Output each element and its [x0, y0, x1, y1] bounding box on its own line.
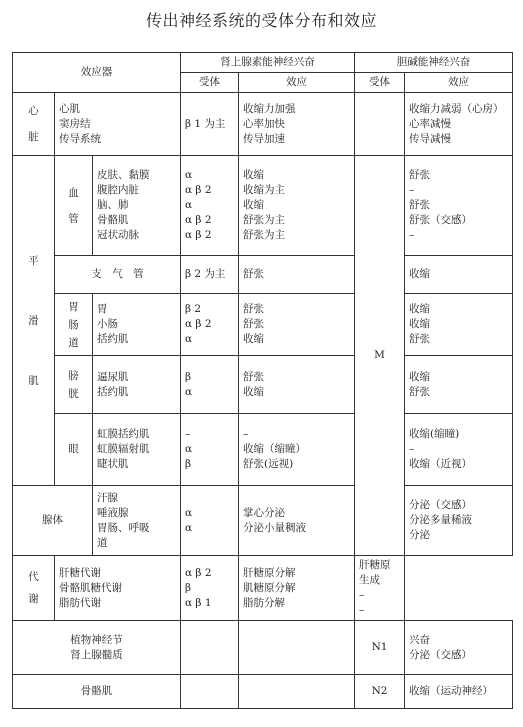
bronchi-label: 支 气 管: [55, 256, 181, 294]
vessels-organs: 皮肤、黏膜 腹腔内脏 脑、肺 骨骼肌 冠状动脉: [93, 156, 181, 256]
cholinergic-header: 胆碱能神经兴奋: [355, 53, 513, 73]
ch-effect-header: 效应: [405, 73, 513, 93]
ganglia-ad-effect: [239, 621, 355, 675]
gi-ad-receptors: β 2 α β 2 α: [181, 294, 239, 356]
glands-label: 腺体: [13, 486, 93, 556]
glands-ad-receptors: α α: [181, 486, 239, 556]
bladder-organs: 逼尿肌 括约肌: [93, 356, 181, 414]
glands-ad-effects: 掌心分泌 分泌小量稠液: [239, 486, 355, 556]
heart-ch-effects: 收缩力减弱（心房） 心率减慢 传导减慢: [405, 93, 513, 156]
n1-receptor: N1: [355, 621, 405, 675]
vessels-ch-effects: 舒张 – 舒张 舒张（交感） –: [405, 156, 513, 256]
page-title: 传出神经系统的受体分布和效应: [145, 11, 377, 30]
heart-ch-receptor: [355, 93, 405, 156]
vessels-ad-effects: 收缩 收缩为主 收缩 舒张为主 舒张为主: [239, 156, 355, 256]
ad-effect-header: 效应: [239, 73, 355, 93]
receptor-table: [12, 52, 513, 709]
glands-organs: 汗腺 唾液腺 胃肠、呼吸 道: [93, 486, 181, 556]
metabolism-organs: 肝糖代谢 骨骼肌糖代谢 脂肪代谢: [55, 556, 181, 621]
metabolism-ad-receptors: α β 2 β α β 1: [181, 556, 239, 621]
bladder-ad-effects: 舒张 收缩: [239, 356, 355, 414]
effector-header: 效应器: [13, 53, 181, 93]
gi-ad-effects: 舒张 舒张 收缩: [239, 294, 355, 356]
ganglia-ad-receptor: [181, 621, 239, 675]
bronchi-ch-effect: 收缩: [405, 256, 513, 294]
gi-ch-effects: 收缩 收缩 舒张: [405, 294, 513, 356]
gi-label: 胃 肠 道: [55, 294, 93, 356]
bladder-ad-receptors: β α: [181, 356, 239, 414]
metabolism-ch-effects: 肝糖原生成 – –: [355, 556, 405, 621]
eye-ch-effects: 收缩(缩瞳) – 收缩（近视）: [405, 414, 513, 486]
heart-ad-receptor: β 1 为主: [181, 93, 239, 156]
heart-organs: 心肌 窦房结 传导系统: [55, 93, 181, 156]
m-receptor: M: [355, 156, 405, 556]
glands-ch-effects: 分泌（交感） 分泌多量稀液 分泌: [405, 486, 513, 556]
ch-receptor-header: 受体: [355, 73, 405, 93]
eye-organs: 虹膜括约肌 虹膜辐射肌 睫状肌: [93, 414, 181, 486]
ganglia-organs: 植物神经节 肾上腺髓质: [13, 621, 181, 675]
eye-label: 眼: [55, 414, 93, 486]
eye-ad-effects: – 收缩（缩瞳） 舒张(远视): [239, 414, 355, 486]
bronchi-ad-effect: 舒张: [239, 256, 355, 294]
gi-organs: 胃 小肠 括约肌: [93, 294, 181, 356]
heart-ad-effects: 收缩力加强 心率加快 传导加速: [239, 93, 355, 156]
bronchi-ad-receptor: β 2 为主: [181, 256, 239, 294]
adrenergic-header: 肾上腺素能神经兴奋: [181, 53, 355, 73]
bladder-ch-effects: 收缩 舒张: [405, 356, 513, 414]
skeletal-ad-receptor: [181, 675, 239, 709]
skeletal-ch-effect: 收缩（运动神经）: [405, 675, 513, 709]
ad-receptor-header: 受体: [181, 73, 239, 93]
ganglia-ch-effects: 兴奋 分泌（交感）: [405, 621, 513, 675]
smooth-muscle-label: 平 滑 肌: [13, 156, 55, 486]
vessels-ad-receptors: α α β 2 α α β 2 α β 2: [181, 156, 239, 256]
vessels-label: 血 管: [55, 156, 93, 256]
metabolism-ad-effects: 肝糖原分解 肌糖原分解 脂肪分解: [239, 556, 355, 621]
heart-group-label: 心 脏: [13, 93, 55, 156]
n2-receptor: N2: [355, 675, 405, 709]
bladder-label: 膀 胱: [55, 356, 93, 414]
skeletal-ad-effect: [239, 675, 355, 709]
skeletal-label: 骨骼肌: [13, 675, 181, 709]
eye-ad-receptors: – α β: [181, 414, 239, 486]
metabolism-group-label: 代 谢: [13, 556, 55, 621]
